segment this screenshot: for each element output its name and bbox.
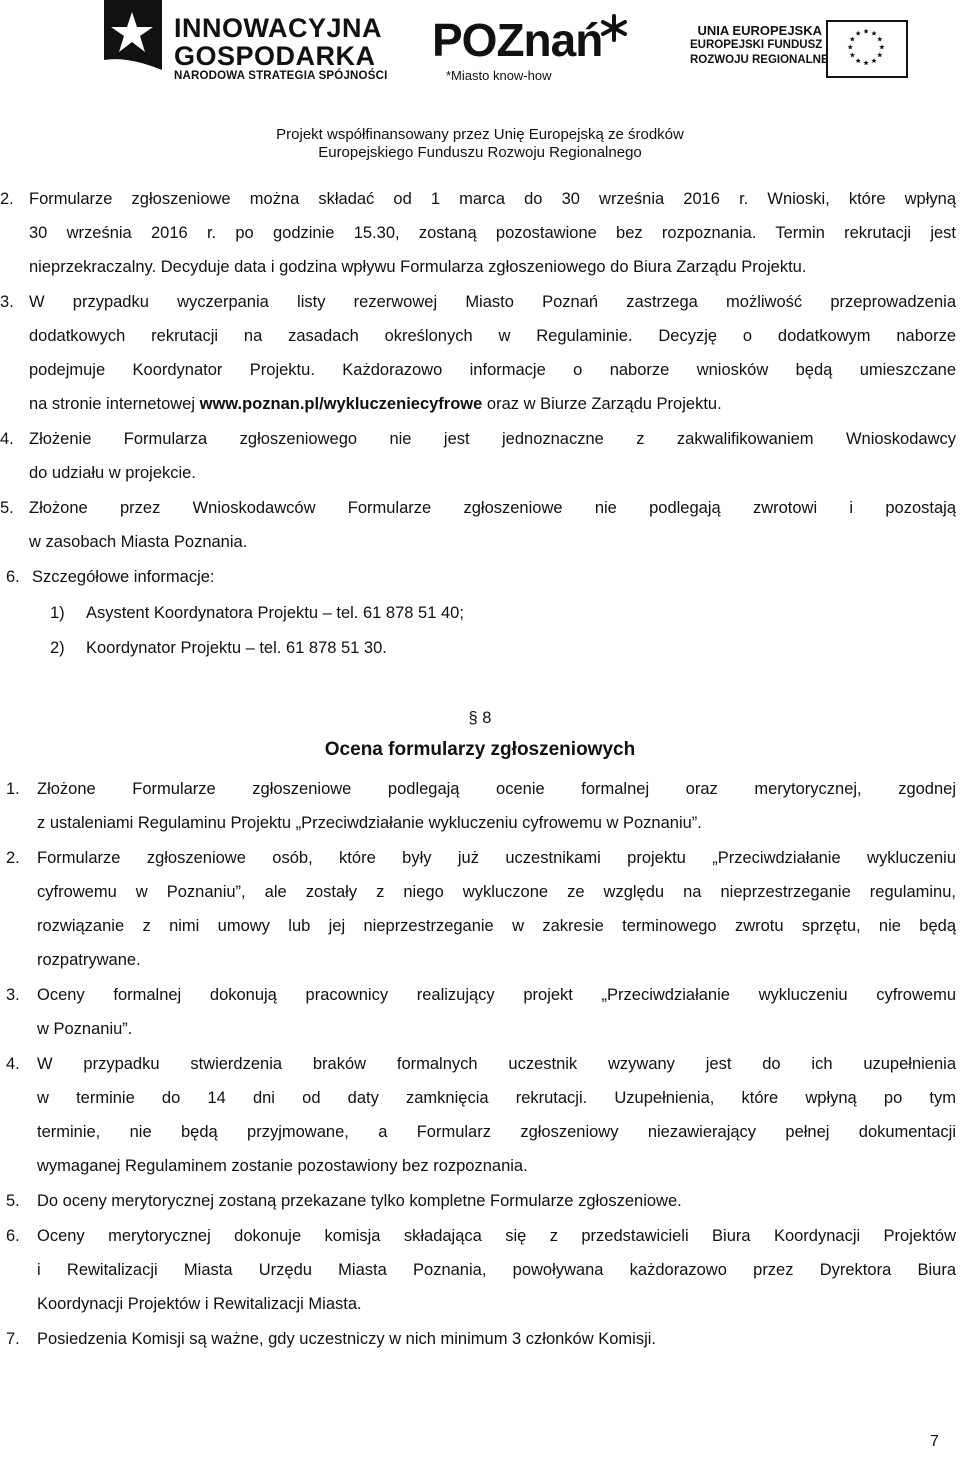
eu-flag-star: [856, 31, 861, 36]
sec8-item-5-line-1: Do oceny merytorycznej zostaną przekazane tylko kompletne Formularze zgłoszeniowe.: [37, 1192, 682, 1210]
sec8-item-4-line-1: W przypadku stwierdzenia braków formalnych uczestnik wzywany jest do ich uzupełnienia: [37, 1055, 956, 1073]
project-website-link[interactable]: www.poznan.pl/wykluczeniecyfrowe: [199, 395, 483, 413]
poznan-logo-text: POZnań: [432, 14, 603, 66]
sec8-item-1-number: 1.: [6, 780, 20, 798]
contact-2-text: Koordynator Projektu – tel. 61 878 51 30.: [86, 639, 387, 657]
cofinancing-note: [0, 126, 960, 162]
sec7-point-4-number: 4.: [0, 430, 14, 448]
sec8-item-2-line-4: rozpatrywane.: [37, 951, 141, 969]
sec8-item-4-number: 4.: [6, 1055, 20, 1073]
sec7-point-3-number: 3.: [0, 293, 14, 311]
eu-line-3: ROZWOJU REGIONALNEGO: [690, 54, 847, 66]
sec8-item-7-line-1: Posiedzenia Komisji są ważne, gdy uczestniczy w nich minimum 3 członków Komisji.: [37, 1330, 656, 1348]
sec7-point-4-line-1: Złożenie Formularza zgłoszeniowego nie jest jednoznaczne z zakwalifikowaniem Wnioskodawcy: [29, 430, 956, 448]
poznan-logo: [432, 14, 632, 86]
sec7-point-3-line-4-post: oraz w Biurze Zarządu Projektu.: [482, 395, 722, 413]
sec7-point-5-number: 5.: [0, 499, 14, 517]
narodowa-strategia-text: NARODOWA STRATEGIA SPÓJNOŚCI: [174, 70, 388, 82]
sec7-point-6-number: 6.: [6, 568, 20, 586]
sec8-item-6-line-3: Koordynacji Projektów i Rewitalizacji Miasta.: [37, 1295, 362, 1313]
sec8-item-2-line-2: cyfrowemu w Poznaniu”, ale zostały z niego wykluczone ze względu na nieprzestrzeganie regulaminu,: [37, 883, 956, 901]
sec8-item-5-number: 5.: [6, 1192, 20, 1210]
sec8-item-4-line-3: terminie, nie będą przyjmowane, a Formularz zgłoszeniowy niezawierający pełnej dokumentacji: [37, 1123, 956, 1141]
page-number: 7: [930, 1433, 939, 1450]
eu-flag-icon: [826, 20, 908, 78]
eu-flag-star: [848, 44, 853, 49]
sec7-point-6-line-1: Szczegółowe informacje:: [32, 568, 215, 586]
sec7-point-4-line-2: do udziału w projekcie.: [29, 464, 196, 482]
sec7-point-2-line-3: nieprzekraczalny. Decyduje data i godzina wpływu Formularza zgłoszeniowego do Biura Zarządu Projektu.: [29, 258, 807, 276]
sec7-point-3-line-4: [29, 395, 722, 414]
sec8-item-4-line-2: w terminie do 14 dni od daty zamknięcia rekrutacji. Uzupełnienia, które wpłyną po tym: [37, 1089, 956, 1107]
cofinancing-line-1: Projekt współfinansowany przez Unię Europejską ze środków: [276, 126, 684, 143]
eu-flag-star: [877, 36, 882, 41]
eu-flag-star: [863, 60, 868, 65]
eu-flag-star: [871, 58, 876, 63]
eu-flag-star: [856, 58, 861, 63]
sec8-item-3-number: 3.: [6, 986, 20, 1004]
sec8-item-6-number: 6.: [6, 1227, 20, 1245]
innowacyjna-gospodarka-logo: [98, 0, 388, 86]
poznan-tagline: *Miasto know-how: [446, 68, 552, 83]
eu-logo-text: [690, 23, 847, 68]
contact-2-number: 2): [50, 639, 65, 657]
sec8-item-1-line-1: Złożone Formularze zgłoszeniowe podlegają ocenie formalnej oraz merytorycznej, zgodnej: [37, 780, 956, 798]
cofinancing-line-2: Europejskiego Funduszu Rozwoju Regionalnego: [318, 144, 642, 161]
section-8-mark: § 8: [468, 709, 492, 727]
sec7-point-3-line-4-pre: na stronie internetowej: [29, 395, 200, 413]
sec8-item-4-line-4: wymaganej Regulaminem zostanie pozostawiony bez rozpoznania.: [37, 1157, 528, 1175]
sec7-point-2-line-2: 30 września 2016 r. po godzinie 15.30, zostaną pozostawione bez rozpoznania. Termin rekrutacji jest: [29, 224, 956, 242]
sec8-item-3-line-1: Oceny formalnej dokonują pracownicy realizujący projekt „Przeciwdziałanie wykluczeniu cyfrowemu: [37, 986, 956, 1004]
gospodarka-text: GOSPODARKA: [174, 41, 376, 71]
eu-line-2: EUROPEJSKI FUNDUSZ: [690, 39, 823, 51]
sec8-item-3-line-2: w Poznaniu”.: [37, 1020, 133, 1038]
sec7-point-3-line-2: dodatkowych rekrutacji na zasadach określonych w Regulaminie. Decyzję o dodatkowym naborze: [29, 327, 956, 345]
sec7-point-3-line-1: W przypadku wyczerpania listy rezerwowej Miasto Poznań zastrzega możliwość przeprowadzenia: [29, 293, 956, 311]
contact-1-text: Asystent Koordynatora Projektu – tel. 61 878 51 40;: [86, 604, 464, 622]
innowacyjna-star-icon: [98, 0, 162, 86]
sec8-item-6-line-2: i Rewitalizacji Miasta Urzędu Miasta Poznania, powoływana każdorazowo przez Dyrektora Biura: [37, 1261, 956, 1279]
eu-flag-star: [879, 44, 884, 49]
eu-line-1: UNIA EUROPEJSKA: [697, 23, 822, 38]
sec7-point-5-line-2: w zasobach Miasta Poznania.: [29, 533, 248, 551]
sec7-point-3-line-3: podejmuje Koordynator Projektu. Każdorazowo informacje o naborze wniosków będą umieszczane: [29, 361, 956, 379]
sec8-item-2-line-3: rozwiązanie z nimi umowy lub jej nieprzestrzeganie w zakresie terminowego zwrotu sprzętu, nie będą: [37, 917, 956, 935]
sec8-item-2-number: 2.: [6, 849, 20, 867]
sec7-point-2-number: 2.: [0, 190, 14, 208]
innowacyjna-text: INNOWACYJNA: [174, 13, 383, 43]
sec8-item-6-line-1: Oceny merytorycznej dokonuje komisja składająca się z przedstawicieli Biura Koordynacji Projektów: [37, 1227, 956, 1245]
eu-flag-star: [877, 52, 882, 57]
eu-flag-star: [863, 29, 868, 34]
contact-1-number: 1): [50, 604, 65, 622]
eu-logo: [690, 20, 910, 80]
sec8-item-7-number: 7.: [6, 1330, 20, 1348]
eu-flag-star: [850, 36, 855, 41]
sec8-item-2-line-1: Formularze zgłoszeniowe osób, które były już uczestnikami projektu „Przeciwdziałanie wykluczeniu: [37, 849, 956, 867]
eu-flag-star: [871, 31, 876, 36]
sec7-point-2-line-1: Formularze zgłoszeniowe można składać od 1 marca do 30 września 2016 r. Wnioski, które wpłyną: [29, 190, 956, 208]
eu-flag-star: [850, 52, 855, 57]
sec8-item-1-line-2: z ustaleniami Regulaminu Projektu „Przeciwdziałanie wykluczeniu cyfrowemu w Poznaniu”.: [37, 814, 702, 832]
page-header: [0, 0, 960, 175]
poznan-star-icon: [600, 14, 628, 42]
sec7-point-5-line-1: Złożone przez Wnioskodawców Formularze zgłoszeniowe nie podlegają zwrotowi i pozostają: [29, 499, 956, 517]
section-8-title: Ocena formularzy zgłoszeniowych: [324, 739, 636, 760]
